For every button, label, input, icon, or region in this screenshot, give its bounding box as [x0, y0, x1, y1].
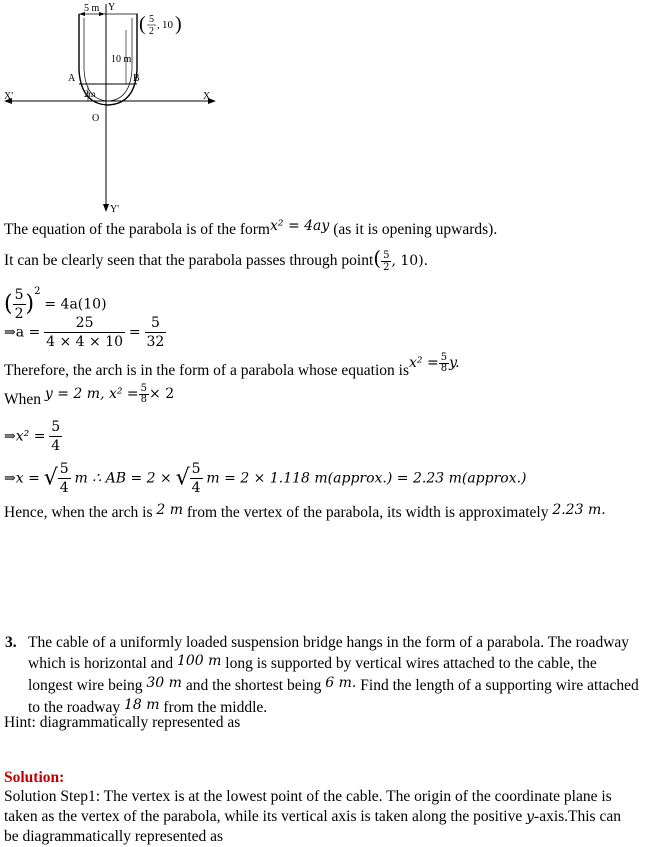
- substitution-line: ( $\frac{5}{2}$ )$^2$ = 4a(10): [4, 286, 107, 322]
- b-label: B: [133, 73, 140, 84]
- x-label: X: [203, 91, 211, 102]
- question-line-3: longest wire being 30 m and the shortest being 6 m. Find the length of a supporting wire attached: [28, 675, 639, 694]
- svg-text:): ): [175, 13, 182, 35]
- parabola-figure: [0, 0, 230, 215]
- hint-text: Hint: diagrammatically represented as: [4, 714, 241, 731]
- y-prime-label: Y': [110, 204, 120, 215]
- equation-form-line: The equation of the parabola is of the formx² = 4ay (as it is opening upwards).: [4, 218, 498, 238]
- solution-line-3: be diagrammatically represented as: [4, 828, 224, 845]
- question-line-2: which is horizontal and 100 m long is supported by vertical wires attached to the cable, the: [28, 653, 597, 672]
- passes-through-line: It can be clearly seen that the parabola passes through point( $\frac{5}{2}$ , 10).: [4, 246, 429, 273]
- two-m-label: 2m: [84, 89, 96, 99]
- solution-line-1: Solution Step1: The vertex is at the lowest point of the cable. The origin of the coordinate plane is: [4, 788, 612, 805]
- point-label-open: (: [139, 13, 146, 35]
- conclusion-line: Hence, when the arch is 2 m from the vertex of the parabola, its width is approximately 2.23 m.: [4, 502, 606, 521]
- question-number: 3.: [5, 634, 17, 651]
- point-label-den: 2: [149, 26, 154, 37]
- x-squared-line: ⇒x² = $\frac{5}{4}$: [4, 418, 61, 454]
- solution-text: [4, 787, 654, 847]
- a-label: A: [68, 73, 76, 84]
- svg-text:,: ,: [157, 19, 160, 31]
- question-line-4: to the roadway 18 m from the middle.: [28, 697, 268, 716]
- origin-label: O: [92, 113, 100, 124]
- top-label: 5 m: [84, 3, 100, 14]
- point-label-num: 5: [149, 14, 154, 25]
- y-label: Y: [108, 2, 116, 13]
- x-prime-label: X': [4, 91, 14, 102]
- when-line: When y = 2 m, x² = $\frac{5}{8}$ × 2: [4, 382, 175, 408]
- a-value-line: ⇒a = $\frac{25}{4 \times 4 \times 10}$ = $\frac{5}{32}$: [4, 314, 165, 350]
- x-value-line: ⇒x = √ $\frac{5}{4}$ m ∴ AB = 2 × √ $\frac{5}{4}$ m = 2 × 1.118 m(approx.) = 2.23 m(approx.): [4, 461, 527, 497]
- question-3-text: [28, 632, 654, 719]
- solution-line-2: taken as the vertex of the parabola, while its vertical axis is taken along the positive y-axis.This can: [4, 808, 621, 825]
- point-label-y: 10: [162, 19, 173, 31]
- height-label: 10 m: [111, 54, 132, 65]
- question-line-1: The cable of a uniformly loaded suspension bridge hangs in the form of a parabola. The roadway: [28, 634, 630, 651]
- y-axis-arrow-down: [103, 204, 109, 212]
- parabola-equation-line: Therefore, the arch is in the form of a parabola whose equation isx² = $\frac{5}{8}$ y.: [4, 351, 460, 379]
- solution-heading: Solution:: [4, 769, 65, 786]
